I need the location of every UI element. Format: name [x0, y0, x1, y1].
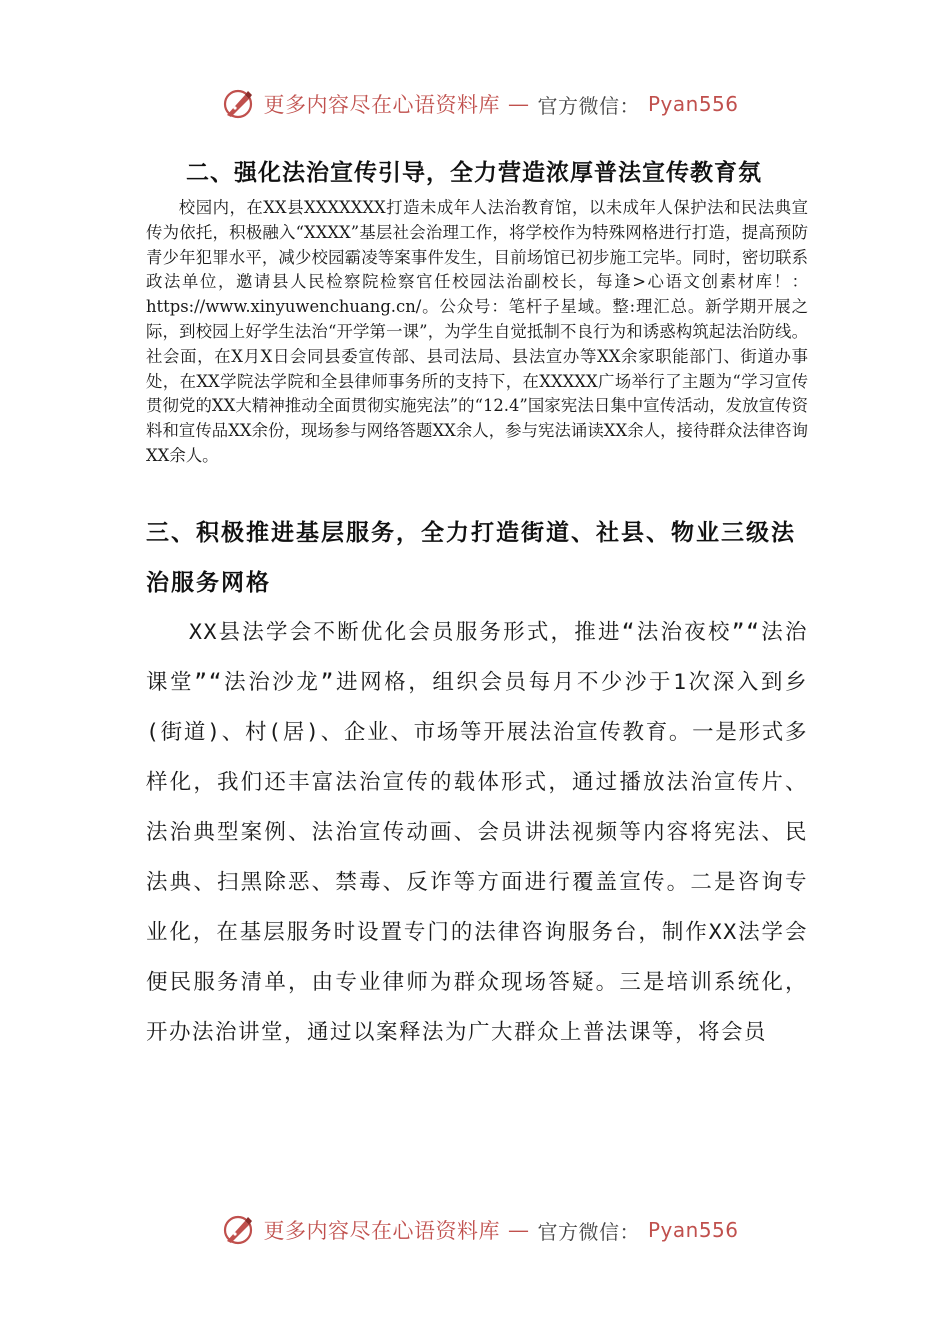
banner-separator: — — [507, 92, 530, 116]
section-body-2: 校园内，在XX县XXXXXXX打造未成年人法治教育馆，以未成年人保护法和民法典宣传为依托，积极融入“XXXX”基层社会治理工作，将学校作为特殊网格进行打造，提高预防青少年犯罪水平，减少校园霸凌等案事件发生，目前场馆已初步施工完毕。同时，密切联系政法单位，邀请县人民检察院检察官任校园法治副校长，每逢>心语文创素材库！：https://www.xinyuwenchuang.cn/。公众号：笔杆子星域。整:理汇总。新学期开展之际，到校园上好学生法治“开学第一课”，为学生自觉抵制不良行为和诱惑构筑起法治防线。社会面，在X月X日会同县委宣传部、县司法局、县法宣办等XX余家职能部门、街道办事处，在XX学院法学院和全县律师事务所的支持下，在XXXXX广场举行了主题为“学习宣传贯彻党的XX大精神推动全面贯彻实施宪法”的“12.4”国家宪法日集中宣传活动，发放宣传资料和宣传品XX余份，现场参与网络答题XX余人，参与宪法诵读XX余人，接待群众法律咨询XX余人。 — [146, 198, 808, 465]
footer-banner — [0, 1206, 950, 1254]
banner-separator: — — [507, 1218, 530, 1242]
section-heading-2: 二、强化法治宣传引导，全力营造浓厚普法宣传教育氛 — [186, 160, 762, 186]
banner-label: 官方微信： — [537, 1219, 640, 1244]
banner-wechat-id: Pyan556 — [647, 1218, 739, 1242]
pen-nib-logo-icon — [221, 1213, 255, 1247]
banner-wechat-id: Pyan556 — [647, 92, 739, 116]
pen-nib-logo-icon — [221, 87, 255, 121]
banner-title: 更多内容尽在心语资料库 — [263, 93, 500, 117]
header-banner — [0, 80, 950, 128]
section-heading-3: 三、积极推进基层服务，全力打造街道、社县、物业三级法治服务网格 — [146, 520, 796, 596]
banner-label: 官方微信： — [537, 93, 640, 118]
banner-title: 更多内容尽在心语资料库 — [263, 1219, 500, 1243]
section-body-3: XX县法学会不断优化会员服务形式，推进“法治夜校”“法治课堂”“法治沙龙”进网格，组织会员每月不少沙于1次深入到乡(街道)、村(居)、企业、市场等开展法治宣传教育。一是形式多样化，我们还丰富法治宣传的载体形式，通过播放法治宣传片、法治典型案例、法治宣传动画、会员讲法视频等内容将宪法、民法典、扫黑除恶、禁毒、反诈等方面进行覆盖宣传。二是咨询专业化，在基层服务时设置专门的法律咨询服务台，制作XX法学会便民服务清单，由专业律师为群众现场答疑。三是培训系统化，开办法治讲堂，通过以案释法为广大群众上普法课等，将会员 — [146, 620, 808, 1045]
